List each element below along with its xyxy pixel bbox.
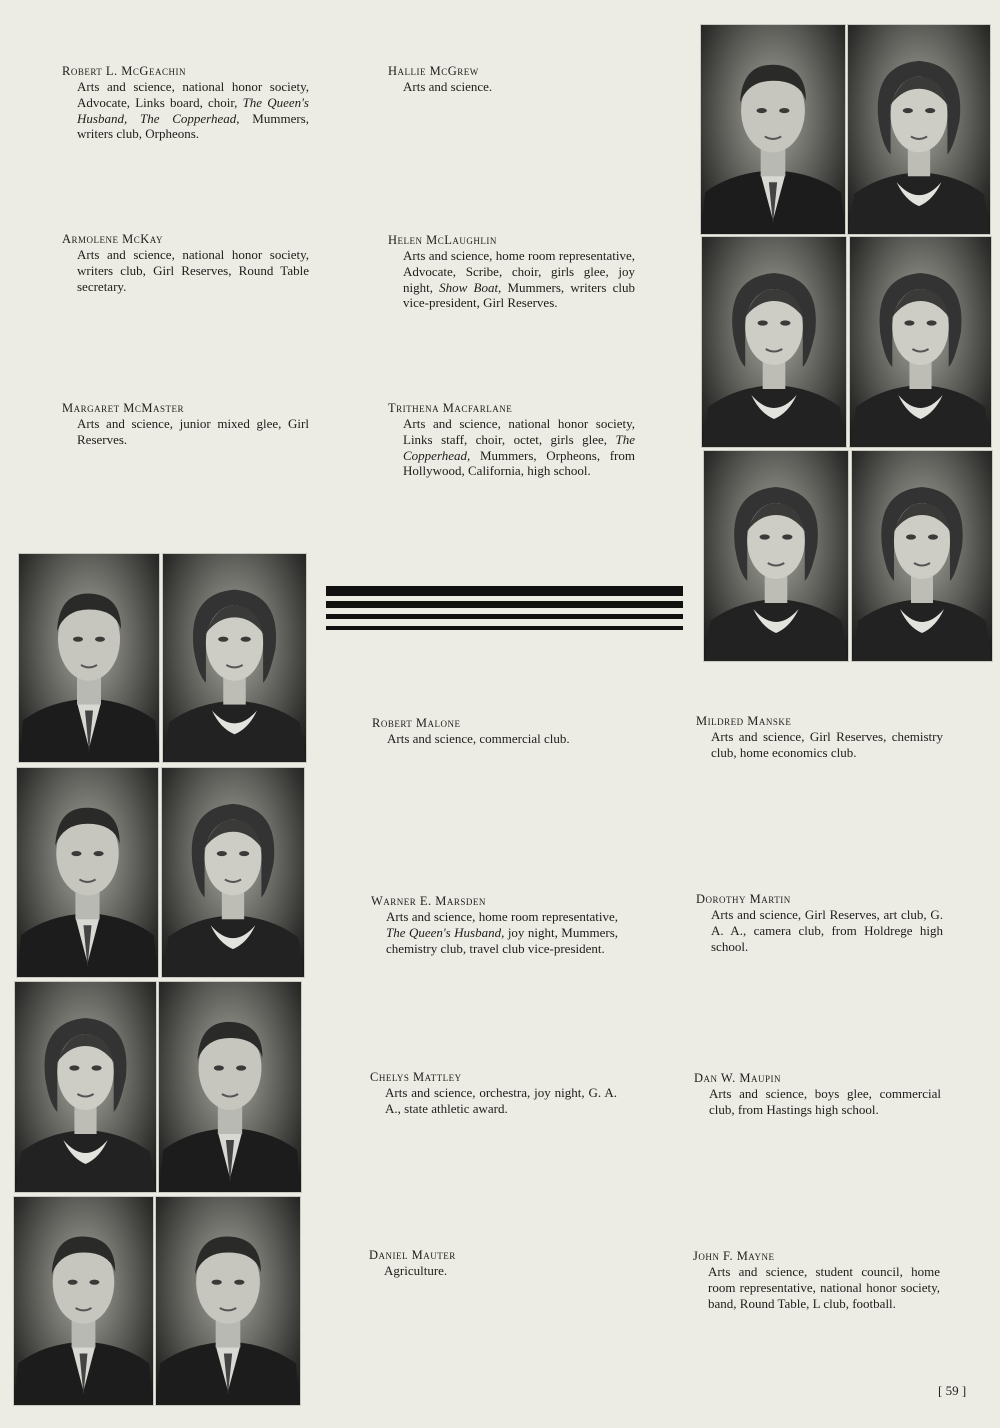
activity-text: Arts and science, orchestra, joy night, G. A. A., state athletic award.: [385, 1085, 617, 1116]
portrait-daniel-mauter: [13, 1196, 154, 1406]
student-activities: [77, 416, 309, 448]
portrait-john-mayne: [155, 1196, 301, 1406]
entry-9: [696, 892, 943, 954]
activity-text: Mummers, Orpheons, from Hollywood, California, high school.: [403, 447, 635, 479]
student-activities: [386, 909, 618, 956]
student-name: Hallie McGrew: [388, 64, 479, 78]
entry-3: [388, 233, 635, 311]
portrait-image: [163, 554, 306, 762]
page-number: [ 59 ]: [938, 1383, 967, 1398]
student-activities: [711, 907, 943, 954]
entry-11: [694, 1071, 941, 1118]
activity-text: Arts and science, home room representative,: [386, 909, 618, 924]
portrait-image: [848, 25, 990, 234]
student-name: Helen McLaughlin: [388, 233, 497, 247]
student-activities: [384, 1263, 616, 1279]
title-italic: The Queen's Husband,: [386, 924, 505, 940]
entry-0: [62, 64, 309, 142]
rule-line: [326, 614, 683, 619]
student-activities: [711, 729, 943, 761]
activity-text: Arts and science, boys glee, commercial club, from Hastings high school.: [709, 1086, 941, 1117]
activity-text: Arts and science.: [403, 79, 493, 94]
activity-text: Agriculture.: [384, 1263, 448, 1278]
rule-line: [326, 626, 683, 630]
portrait-margaret-mcmaster: [703, 450, 849, 662]
student-name: Chelys Mattley: [370, 1070, 462, 1084]
activity-text: Arts and science, Girl Reserves, art club, G. A. A., camera club, from Holdrege high school.: [711, 907, 943, 954]
portrait-image: [852, 451, 992, 661]
portrait-image: [15, 982, 156, 1192]
portrait-mildred-manske: [162, 553, 307, 763]
portrait-image: [159, 982, 301, 1192]
activity-text: Mummers, writers club vice-president, Girl Reserves.: [403, 279, 635, 311]
activity-text: Arts and science, student council, home room representative, national honor society, band, Round Table, L club, football.: [708, 1264, 940, 1311]
student-activities: [385, 1085, 617, 1117]
student-name: Trithena Macfarlane: [388, 401, 513, 415]
student-name: Dan W. Maupin: [694, 1071, 781, 1085]
portrait-hallie-mcgrew: [847, 24, 991, 235]
portrait-armolene-mckay: [701, 236, 847, 448]
student-name: Warner E. Marsden: [371, 894, 486, 908]
entry-10: [370, 1070, 617, 1117]
portrait-dorothy-martin: [161, 767, 305, 978]
portrait-warner-marsden: [16, 767, 159, 978]
student-name: Dorothy Martin: [696, 892, 791, 906]
entry-5: [388, 401, 635, 479]
activity-text: Arts and science, national honor society, Links staff, choir, octet, girls glee,: [403, 416, 635, 447]
entry-12: [369, 1248, 616, 1279]
portrait-chelys-mattley: [14, 981, 157, 1193]
activity-text: Arts and science, junior mixed glee, Girl Reserves.: [77, 416, 309, 447]
student-activities: [708, 1264, 940, 1311]
portrait-image: [702, 237, 846, 447]
portrait-image: [14, 1197, 153, 1405]
portrait-robert-mcgeachin: [700, 24, 846, 235]
portrait-robert-malone: [18, 553, 160, 763]
portrait-trithena-macfarlane: [851, 450, 993, 662]
rule-line: [326, 601, 683, 608]
title-italic: The Copperhead,: [403, 431, 635, 463]
entry-6: [372, 716, 619, 747]
activity-text: Arts and science, commercial club.: [387, 731, 570, 746]
title-italic: Show Boat,: [439, 279, 502, 295]
portrait-image: [17, 768, 158, 977]
rule-line: [326, 586, 683, 596]
decorative-rule: [326, 586, 683, 636]
student-name: Armolene McKay: [62, 232, 163, 246]
student-name: Mildred Manske: [696, 714, 792, 728]
portrait-image: [701, 25, 845, 234]
entry-1: [388, 64, 635, 95]
portrait-image: [156, 1197, 300, 1405]
entry-7: [696, 714, 943, 761]
activity-text: Arts and science, national honor society, writers club, Girl Reserves, Round Table secretary.: [77, 247, 309, 294]
student-activities: [403, 416, 635, 479]
activity-text: joy night, Mummers, chemistry club, travel club vice-president.: [386, 924, 619, 956]
student-name: John F. Mayne: [693, 1249, 775, 1263]
student-name: Robert L. McGeachin: [62, 64, 186, 78]
student-activities: [77, 247, 309, 294]
portrait-image: [850, 237, 991, 447]
portrait-image: [704, 451, 848, 661]
student-name: Robert Malone: [372, 716, 461, 730]
entry-4: [62, 401, 309, 448]
activity-text: Arts and science, home room representative, Advocate, Scribe, choir, girls glee, joy night,: [403, 248, 635, 295]
title-italic: The Queen's Husband, The Copperhead,: [77, 94, 309, 126]
student-activities: [387, 731, 619, 747]
student-name: Margaret McMaster: [62, 401, 184, 415]
entry-8: [371, 894, 618, 956]
entry-2: [62, 232, 309, 294]
portrait-image: [162, 768, 304, 977]
student-activities: [709, 1086, 941, 1118]
student-activities: [403, 248, 635, 311]
entry-13: [693, 1249, 940, 1311]
student-name: Daniel Mauter: [369, 1248, 456, 1262]
portrait-dan-maupin: [158, 981, 302, 1193]
portrait-helen-mclaughlin: [849, 236, 992, 448]
activity-text: Arts and science, national honor society, Advocate, Links board, choir,: [77, 79, 309, 110]
activity-text: Mummers, writers club, Orpheons.: [77, 110, 309, 142]
activity-text: Arts and science, Girl Reserves, chemistry club, home economics club.: [711, 729, 943, 760]
student-activities: [77, 79, 309, 142]
student-activities: [403, 79, 635, 95]
portrait-image: [19, 554, 159, 762]
